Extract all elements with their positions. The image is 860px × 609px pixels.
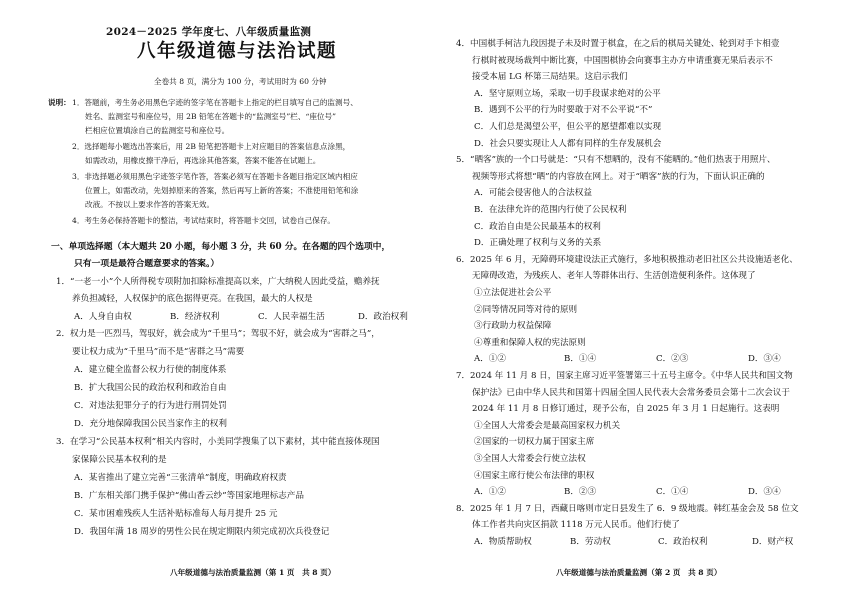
question-4-stem: 行棋时被现场裁判中断比赛，中国围棋协会向赛事主办方申请重赛无果后表示不 [472, 55, 773, 66]
question-6-item: ④尊重和保障人权的宪法原则 [474, 337, 586, 348]
question-1-option-a[interactable]: A．人身自由权 [74, 312, 132, 322]
question-4-stem: 接受本届 LG 杯第三局结果。这启示我们 [472, 72, 628, 83]
question-5-option-b[interactable]: B．在法律允许的范围内行使了公民权利 [474, 205, 627, 215]
question-5-option-d[interactable]: D．正确处理了权利与义务的关系 [474, 238, 602, 249]
question-3-stem: 3．在学习“公民基本权利”相关内容时，小美同学搜集了以下素材，其中能直接体现国 [56, 437, 380, 447]
question-6-option-a[interactable]: A．①② [474, 354, 506, 365]
question-7-option-b[interactable]: B．②③ [564, 487, 597, 498]
question-8-option-d[interactable]: D．财产权 [752, 537, 794, 547]
question-6-option-d[interactable]: D．③④ [748, 354, 781, 365]
question-4-option-b[interactable]: B．遇到不公平的行为时要敢于对不公平说“不” [474, 105, 653, 116]
instruction-line: 1．答题前，考生务必用黑色字迹的签字笔在答题卡上指定的栏目填写自己的监测号、 [72, 98, 358, 107]
question-1-option-d[interactable]: D．政治权利 [358, 312, 408, 322]
question-5-option-a[interactable]: A．可能会侵害他人的合法权益 [474, 188, 592, 199]
question-3-option-a[interactable]: A．某省推出了建立完善“三张清单”制度，明确政府权责 [74, 473, 287, 483]
question-2-option-b[interactable]: B．扩大我国公民的政治权利和政治自由 [74, 383, 227, 393]
question-5-stem: 视频等形式将想“晒”的内容放在网上。对于“晒客”族的行为，下面认识正确的 [472, 171, 765, 182]
question-2-option-a[interactable]: A．建立健全监督公权力行使的制度体系 [74, 365, 227, 375]
question-4-stem: 4．中国棋手柯洁九段因提子未及时置于棋盒，在之后的棋局关键处、轮到对手卞相壹 [456, 39, 780, 49]
instruction-line: 4．考生务必保持答题卡的整洁，考试结束时，将答题卡交回，试卷自己保存。 [72, 216, 336, 225]
question-4-option-a[interactable]: A．坚守原则立场，采取一切手段谋求绝对的公平 [474, 88, 661, 99]
question-8-stem: 体工作者共向灾区捐款 1118 万元人民币。他们行使了 [472, 520, 680, 531]
question-6-item: ③行政助力权益保障 [474, 321, 552, 332]
question-2-option-c[interactable]: C．对违法犯罪分子的行为进行刑罚处罚 [74, 401, 227, 411]
question-7-stem: 2024 年 11 月 8 日修订通过，现予公布，自 2025 年 3 月 1 日起施行。这表明 [472, 404, 780, 415]
question-8-block [452, 0, 844, 609]
instruction-line: 位置上，如需改动，先划掉原来的答案，然后再写上新的答案；不准使用铅笔和涂 [85, 186, 359, 195]
question-1-option-b[interactable]: B．经济权利 [170, 312, 220, 322]
instruction-line: 栏相应位置填涂自己的监测室号和座位号。 [85, 126, 230, 135]
left-page [48, 0, 438, 609]
question-6-item: ①立法促进社会公平 [474, 288, 552, 298]
question-7-item: ①全国人大常委会是最高国家权力机关 [474, 420, 621, 431]
question-5-stem: 5．“晒客”族的一个口号就是：“只有不想晒的，没有不能晒的。”他们热衷于用照片、 [456, 155, 776, 166]
question-2-stem: 要让权力成为“千里马”而不是“害群之马”需要 [72, 347, 245, 357]
instructions-label: 说明： [48, 98, 71, 107]
question-3-stem: 家保障公民基本权利的是 [72, 455, 167, 465]
question-6-stem: 无障碍改造，为残疾人、老年人等群体出行、生活创造便利条件。这体现了 [472, 271, 756, 282]
exam-header: 2024－2025 学年度七、八年级质量监测 [106, 26, 312, 38]
question-7-stem: 保护法》已由中华人民共和国第十四届全国人民代表大会常务委员会第十二次会议于 [472, 387, 790, 398]
exam-meta: 全卷共 8 页，满分为 100 分，考试用时为 60 分钟 [154, 77, 327, 86]
question-3-option-c[interactable]: C．某市困难残疾人生活补贴标准每人每月提升 25 元 [74, 509, 278, 519]
question-7-option-a[interactable]: A．①② [474, 487, 506, 498]
question-8-option-a[interactable]: A．物质帮助权 [474, 537, 532, 547]
question-8-option-c[interactable]: C．政治权利 [658, 537, 708, 547]
question-6-stem: 6．2025 年 6 月，无障碍环境建设法正式施行，多地积极推动老旧社区公共设施适老化、 [456, 254, 798, 265]
question-7-option-c[interactable]: C．①④ [656, 487, 689, 498]
question-2-option-d[interactable]: D．充分地保障我国公民当家作主的权利 [74, 419, 227, 429]
question-4-option-d[interactable]: D．社会只要实现让人人都有同样的生存发展机会 [474, 138, 662, 149]
question-8-option-b[interactable]: B．劳动权 [570, 537, 611, 547]
instruction-line: 姓名、监测室号和座位号，用 2B 铅笔在答题卡的“监测室号”栏、“座位号” [85, 112, 336, 121]
question-5-option-c[interactable]: C．政治自由是公民最基本的权利 [474, 221, 601, 232]
instruction-line: 改液。不按以上要求作答的答案无效。 [85, 200, 215, 209]
question-6-option-b[interactable]: B．①④ [564, 354, 597, 365]
question-3-option-d[interactable]: D．我国年满 18 周岁的男性公民在规定期限内须完成初次兵役登记 [74, 527, 330, 537]
question-1-stem: 1．“一老一小”个人所得税专项附加扣除标准提高以来，广大纳税人因此受益，赡养抚 [56, 277, 380, 287]
page-footer: 八年级道德与法治质量监测（第 2 页 共 8 页） [556, 568, 722, 577]
question-6-item: ②同等情况同等对待的原则 [474, 304, 578, 315]
instruction-line: 如需改动，用橡皮擦干净后，再选涂其他答案，答案不能答在试题上。 [85, 156, 321, 165]
question-7-item: ③全国人大常委会行使立法权 [474, 454, 586, 464]
question-8-stem: 8．2025 年 1 月 7 日，西藏日喀则市定日县发生了 6．9 级地震。韩红基金会及 58 位文 [456, 503, 799, 514]
instruction-line: 3．非选择题必须用黑色字迹签字笔作答，答案必须写在答题卡各题目指定区域内相应 [72, 172, 358, 181]
page-footer: 八年级道德与法治质量监测（第 1 页 共 8 页） [170, 568, 336, 577]
question-7-option-d[interactable]: D．③④ [748, 487, 781, 498]
question-3-option-b[interactable]: B．广东相关部门携手保护“佛山香云纱”等国家地理标志产品 [74, 491, 304, 501]
section-title-cont: 只有一项是最符合题意要求的答案。） [74, 259, 220, 269]
question-7-stem: 7．2024 年 11 月 8 日，国家主席习近平签署第三十五号主席令。《中华人民共和国文物 [456, 371, 793, 381]
question-4-option-c[interactable]: C．人们总是渴望公平，但公平的愿望都难以实现 [474, 122, 662, 132]
question-6-option-c[interactable]: C．②③ [656, 354, 689, 365]
exam-title: 八年级道德与法治试题 [137, 41, 338, 62]
section-title: 一、单项选择题（本大题共 20 小题，每小题 3 分，共 60 分。在各题的四个选项中， [51, 242, 391, 252]
question-1-stem: 养负担减轻，人权保护的底色据得更亮。在我国，最大的人权是 [72, 294, 313, 304]
question-7-item: ②国家的一切权力属于国家主席 [474, 437, 595, 448]
question-2-stem: 2．权力是一匹烈马，驾驭好，就会成为“千里马”；驾驭不好，就会成为“害群之马”， [56, 329, 380, 339]
instruction-line: 2．选择题每小题选出答案后，用 2B 铅笔把答题卡上对应题目的答案信息点涂黑， [72, 142, 351, 151]
question-1-option-c[interactable]: C．人民幸福生活 [258, 312, 325, 322]
question-7-item: ④国家主席行使公布法律的职权 [474, 470, 595, 481]
